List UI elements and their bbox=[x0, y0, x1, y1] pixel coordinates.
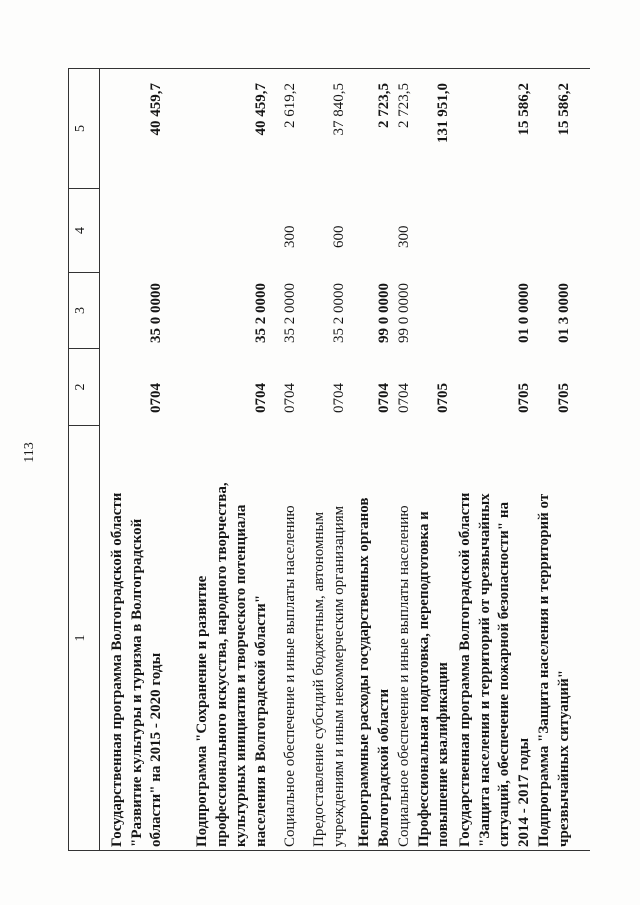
expense-type-code: 300 bbox=[282, 225, 299, 248]
row-name-line: учреждениям и иным некоммерческим организациям bbox=[330, 505, 347, 847]
row-name-line: области" на 2015 - 2020 годы bbox=[148, 652, 165, 847]
table-row bbox=[281, 69, 301, 850]
row-name-line: "Защита населения и территорий от чрезвычайных bbox=[476, 493, 493, 847]
row-name-line: культурных инициатив и творческого потенциала bbox=[233, 504, 250, 847]
target-article-code: 35 0 0000 bbox=[148, 283, 165, 343]
row-name-line: профессионального искусства, народного творчества, bbox=[213, 482, 230, 847]
row-name bbox=[355, 425, 394, 850]
section-code: 0704 bbox=[148, 383, 165, 413]
section-code: 0705 bbox=[555, 383, 572, 413]
row-name bbox=[108, 425, 167, 850]
amount: 131 951,0 bbox=[435, 83, 452, 143]
section-code: 0704 bbox=[330, 383, 347, 413]
table-row bbox=[395, 69, 415, 850]
amount: 15 586,2 bbox=[515, 83, 532, 136]
target-article-code: 35 2 0000 bbox=[282, 283, 299, 343]
amount: 2 723,5 bbox=[375, 83, 392, 128]
row-name bbox=[535, 425, 574, 850]
target-article-code: 99 0 0000 bbox=[375, 283, 392, 343]
row-name bbox=[281, 425, 301, 850]
row-name-line: Государственная программа Волгоградской области bbox=[109, 492, 126, 847]
target-article-code: 35 2 0000 bbox=[330, 283, 347, 343]
row-name-line: "Развитие культуры и туризма в Волгоградской bbox=[128, 518, 145, 847]
table-row bbox=[310, 69, 349, 850]
section-code: 0704 bbox=[282, 383, 299, 413]
section-code: 0705 bbox=[435, 383, 452, 413]
column-number-3: 3 bbox=[69, 272, 99, 348]
page-number: 113 bbox=[22, 442, 37, 463]
section-code: 0705 bbox=[515, 383, 532, 413]
row-name-line: Профессиональная подготовка, переподготовка и bbox=[415, 511, 432, 847]
expense-type-code: 300 bbox=[396, 225, 413, 248]
row-name-line: Подпрограмма "Сохранение и развитие bbox=[194, 575, 211, 847]
amount: 15 586,2 bbox=[555, 83, 572, 136]
target-article-code: 35 2 0000 bbox=[252, 283, 269, 343]
row-name-line: Социальное обеспечение и иные выплаты населению bbox=[396, 505, 413, 847]
table-row bbox=[456, 69, 534, 850]
table-body bbox=[100, 69, 574, 850]
table-header-row bbox=[68, 69, 100, 850]
table-row bbox=[535, 69, 574, 850]
row-name-line: населения в Волгоградской области" bbox=[252, 594, 269, 847]
row-name bbox=[456, 425, 534, 850]
section-code: 0704 bbox=[396, 383, 413, 413]
budget-table bbox=[68, 68, 590, 851]
amount: 2 619,2 bbox=[282, 83, 299, 128]
row-name bbox=[415, 425, 454, 850]
column-number-5: 5 bbox=[73, 125, 88, 132]
row-name bbox=[310, 425, 349, 850]
row-name-line: ситуаций, обеспечение пожарной безопасности" на bbox=[496, 502, 513, 847]
row-name-line: 2014 - 2017 годы bbox=[515, 737, 532, 847]
expense-type-code: 600 bbox=[330, 225, 347, 248]
row-name-line: Социальное обеспечение и иные выплаты населению bbox=[282, 505, 299, 847]
table-row bbox=[108, 69, 167, 850]
row-name-line: Предоставление субсидий бюджетным, автономным bbox=[311, 511, 328, 847]
row-name-line: чрезвычайных ситуаций" bbox=[555, 669, 572, 847]
target-article-code: 01 0 0000 bbox=[515, 283, 532, 343]
table-row bbox=[415, 69, 454, 850]
section-code: 0704 bbox=[252, 383, 269, 413]
row-name-line: Государственная программа Волгоградской области bbox=[457, 492, 474, 847]
row-name-line: Волгоградской области bbox=[375, 688, 392, 847]
row-name bbox=[395, 425, 415, 850]
row-name-line: Непрограммные расходы государственных органов bbox=[356, 497, 373, 847]
amount: 37 840,5 bbox=[330, 83, 347, 136]
section-code: 0704 bbox=[375, 383, 392, 413]
table-row bbox=[355, 69, 394, 850]
table-row bbox=[193, 69, 271, 850]
amount: 40 459,7 bbox=[148, 83, 165, 136]
amount: 2 723,5 bbox=[396, 83, 413, 128]
column-number-2: 2 bbox=[69, 348, 99, 425]
row-name-line: повышение квалификации bbox=[435, 662, 452, 847]
row-name bbox=[193, 425, 271, 850]
target-article-code: 99 0 0000 bbox=[396, 283, 413, 343]
target-article-code: 01 3 0000 bbox=[555, 283, 572, 343]
column-number-1: 1 bbox=[69, 425, 99, 850]
column-number-4: 4 bbox=[69, 188, 99, 272]
row-name-line: Подпрограмма "Защита населения и территорий от bbox=[536, 493, 553, 847]
amount: 40 459,7 bbox=[252, 83, 269, 136]
